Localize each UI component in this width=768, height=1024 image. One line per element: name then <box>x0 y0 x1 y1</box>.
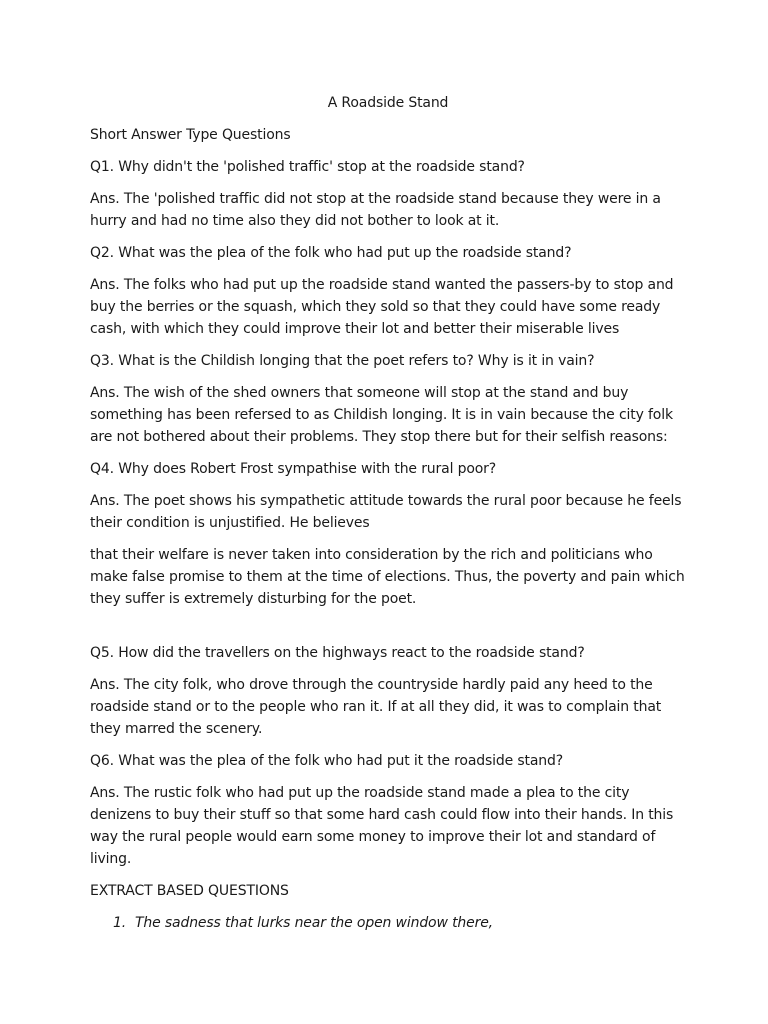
question-6: Q6. What was the plea of the folk who had put it the roadside stand? <box>90 753 564 769</box>
answer-4: Ans. The poet shows his sympathetic attitude towards the rural poor because he feels their condition is unjustified. He believes <box>90 493 682 531</box>
answer-5: Ans. The city folk, who drove through the countryside hardly paid any heed to the roadside stand or to the people who ran it. If at all they did, it was to complain that they marred the scenery. <box>90 677 662 737</box>
list-item-number: 1. <box>113 915 127 931</box>
extract-heading: EXTRACT BASED QUESTIONS <box>90 883 289 899</box>
answer-6: Ans. The rustic folk who had put up the roadside stand made a plea to the city denizens to buy their stuff so that some hard cash could flow into their hands. In this way the rural people would earn some money to improve their lot and standard of living. <box>90 785 674 867</box>
answer-1: Ans. The 'polished traffic did not stop at the roadside stand because they were in a hurry and had no time also they did not bother to look at it. <box>90 191 661 229</box>
question-1: Q1. Why didn't the 'polished traffic' stop at the roadside stand? <box>90 159 525 175</box>
answer-4-continued: that their welfare is never taken into consideration by the rich and politicians who make false promise to them at the time of elections. Thus, the poverty and pain which they suffer is extremely disturbing for the poet. <box>90 547 685 607</box>
question-4: Q4. Why does Robert Frost sympathise with the rural poor? <box>90 461 497 477</box>
question-5: Q5. How did the travellers on the highways react to the roadside stand? <box>90 645 585 661</box>
question-2: Q2. What was the plea of the folk who had put up the roadside stand? <box>90 245 572 261</box>
answer-2: Ans. The folks who had put up the roadside stand wanted the passers-by to stop and buy the berries or the squash, which they sold so that they could have some ready cash, with which they could improve their lot and better their miserable lives <box>90 277 674 337</box>
document-title: A Roadside Stand <box>327 95 449 111</box>
document-page <box>90 92 686 934</box>
question-3: Q3. What is the Childish longing that the poet refers to? Why is it in vain? <box>90 353 595 369</box>
list-item <box>90 912 686 934</box>
section-heading: Short Answer Type Questions <box>90 127 291 143</box>
answer-3: Ans. The wish of the shed owners that someone will stop at the stand and buy something has been refersed to as Childish longing. It is in vain because the city folk are not bothered about their problems. They stop there but for their selfish reasons: <box>90 385 673 445</box>
extract-list <box>90 912 686 934</box>
list-item-text: The sadness that lurks near the open window there, <box>135 915 493 931</box>
